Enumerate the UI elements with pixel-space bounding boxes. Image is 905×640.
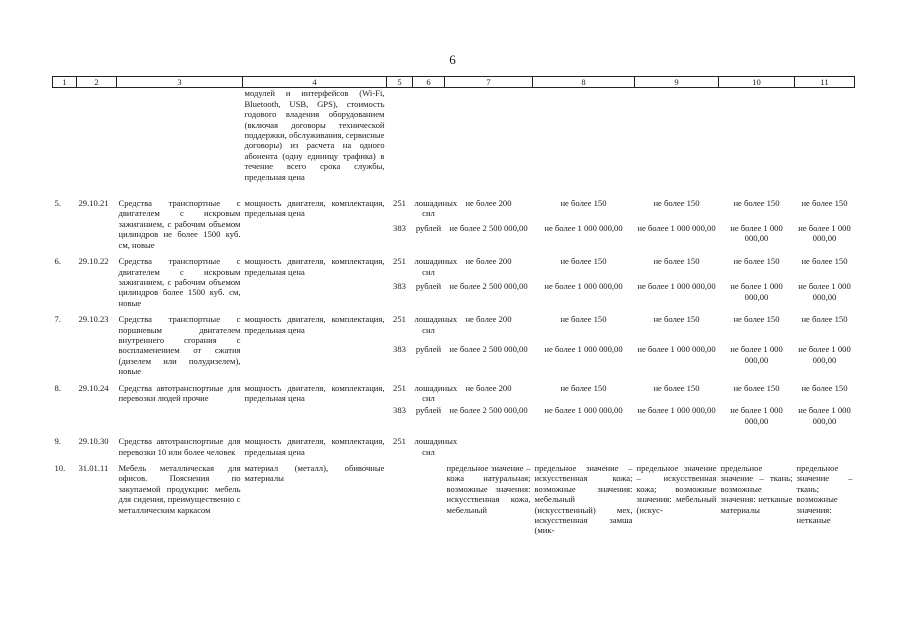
okei-code: 383 — [393, 223, 406, 234]
value-col-11: не более 1 000 000,00 — [798, 223, 851, 244]
okpd-code: 29.10.22 — [78, 256, 109, 267]
okpd-code: 29.10.21 — [78, 198, 109, 209]
table-row — [53, 430, 855, 457]
table-row — [53, 377, 855, 404]
okpd-code: 29.10.30 — [78, 436, 109, 447]
row-number: 6. — [54, 256, 61, 267]
value-col-10: не более 1 000 000,00 — [730, 405, 783, 426]
column-number-row — [53, 77, 855, 88]
col-header-11: 11 — [795, 77, 855, 88]
okei-code: 383 — [393, 405, 406, 416]
value-col-7: не более 200 — [465, 256, 512, 267]
value-col-8: не более 150 — [560, 198, 607, 209]
value-col-11: не более 150 — [801, 314, 848, 325]
value-col-11: не более 150 — [801, 256, 848, 267]
value-col-10: не более 1 000 000,00 — [730, 223, 783, 244]
row-number: 5. — [54, 198, 61, 209]
product-name: Мебель металлическая для офисов. Пояснения по закупаемой продукции: мебель для сидения, преимущественно с металлическим каркасом — [118, 463, 241, 515]
unit-name: рублей — [415, 281, 442, 292]
unit-name — [413, 457, 445, 536]
page-number: 6 — [449, 52, 456, 67]
okpd-code: 29.10.24 — [78, 382, 109, 393]
col-header-1: 1 — [53, 77, 77, 88]
col-header-4: 4 — [243, 77, 387, 88]
characteristics: мощность двигателя, комплектация, предельная цена — [244, 314, 385, 335]
value-col-7: не более 200 — [465, 198, 512, 209]
unit-name: лошадиных сил — [414, 436, 458, 457]
unit-name: лошадиных сил — [414, 256, 458, 277]
okei-code: 251 — [393, 382, 406, 393]
characteristics: мощность двигателя, комплектация, предельная цена — [244, 436, 385, 457]
table-row — [53, 308, 855, 342]
table-row — [53, 250, 855, 279]
value-col-9: не более 150 — [653, 256, 700, 267]
value-col-10: не более 1 000 000,00 — [730, 281, 783, 302]
col-header-3: 3 — [117, 77, 243, 88]
value-col-8: не более 150 — [560, 256, 607, 267]
unit-name: рублей — [415, 405, 442, 416]
value-col-7: не более 200 — [465, 382, 512, 393]
table-row-continuation — [53, 88, 855, 192]
value-col-9 — [635, 430, 719, 457]
okei-code: 251 — [393, 314, 406, 325]
value-col-11 — [795, 430, 855, 457]
unit-name: рублей — [415, 223, 442, 234]
value-col-8: не более 1 000 000,00 — [544, 405, 623, 416]
characteristics: материал (металл), обивочные материалы — [244, 463, 385, 484]
value-col-11: не более 150 — [801, 382, 848, 393]
okpd-code: 31.01.11 — [78, 463, 109, 473]
table-row — [53, 192, 855, 221]
okei-code: 383 — [393, 344, 406, 355]
value-col-9: не более 1 000 000,00 — [637, 344, 716, 355]
col-header-7: 7 — [445, 77, 533, 88]
unit-name: рублей — [415, 344, 442, 355]
characteristics: мощность двигателя, комплектация, предельная цена — [244, 382, 385, 403]
col-header-9: 9 — [635, 77, 719, 88]
product-name: Средства автотранспортные для перевозки людей прочие — [118, 382, 241, 403]
row-number: 10. — [54, 463, 66, 473]
value-col-8: не более 1 000 000,00 — [544, 344, 623, 355]
value-col-7: предельное значение – кожа натуральная; возможные значения: искусственная кожа, мебельный — [446, 463, 531, 515]
value-col-9: не более 1 000 000,00 — [637, 223, 716, 234]
continuation-text: модулей и интерфейсов (Wi-Fi, Bluetooth, USB, GPS), стоимость годового владения оборудованием (включая договоры технической поддержки, обслуживания, сервисные договоры) из расчета на одного абонента (одну единицу трафика) в течение всего срока службы, предельная цена — [244, 88, 385, 182]
characteristics: мощность двигателя, комплектация, предельная цена — [244, 256, 385, 277]
value-col-9: предельное значение – искусственная кожа; возможные значения: мебельный (искус- — [636, 463, 717, 515]
unit-name: лошадиных сил — [414, 382, 458, 403]
table-row — [53, 457, 855, 536]
value-col-9: не более 150 — [653, 314, 700, 325]
value-col-7: не более 200 — [465, 314, 512, 325]
value-col-10: предельное значение – ткань; возможные значения: нетканые материалы — [720, 463, 793, 515]
unit-name: лошадиных сил — [414, 198, 458, 219]
col-header-5: 5 — [387, 77, 413, 88]
value-col-9: не более 150 — [653, 198, 700, 209]
value-col-8 — [533, 430, 635, 457]
value-col-11: не более 150 — [801, 198, 848, 209]
col-header-2: 2 — [77, 77, 117, 88]
value-col-9: не более 1 000 000,00 — [637, 281, 716, 292]
row-number: 7. — [54, 314, 61, 325]
value-col-7: не более 2 500 000,00 — [449, 281, 528, 292]
requirements-table — [52, 76, 855, 536]
product-name: Средства транспортные с поршневым двигателем внутреннего сгорания с воспламенением от сжатия (дизелем или полудизелем), новые — [118, 314, 241, 377]
value-col-8: не более 150 — [560, 382, 607, 393]
value-col-11: не более 1 000 000,00 — [798, 281, 851, 302]
okei-code: 251 — [393, 436, 406, 447]
value-col-7 — [445, 430, 533, 457]
value-col-9: не более 150 — [653, 382, 700, 393]
value-col-10: не более 150 — [733, 198, 780, 209]
value-col-7: не более 2 500 000,00 — [449, 344, 528, 355]
value-col-10: не более 150 — [733, 314, 780, 325]
col-header-6: 6 — [413, 77, 445, 88]
value-col-8: не более 150 — [560, 314, 607, 325]
value-col-7: не более 2 500 000,00 — [449, 223, 528, 234]
okei-code: 251 — [393, 198, 406, 209]
row-number: 9. — [54, 436, 61, 447]
product-name: Средства транспортные с двигателем с искровым зажиганием, с рабочим объемом цилиндров не более 1500 куб. см, новые — [118, 198, 241, 250]
row-number: 8. — [54, 382, 61, 393]
value-col-10: не более 150 — [733, 256, 780, 267]
value-col-11: не более 1 000 000,00 — [798, 405, 851, 426]
okpd-code: 29.10.23 — [78, 314, 109, 325]
col-header-10: 10 — [719, 77, 795, 88]
value-col-8: не более 1 000 000,00 — [544, 223, 623, 234]
product-name: Средства автотранспортные для перевозки 10 или более человек — [118, 436, 241, 457]
unit-name: лошадиных сил — [414, 314, 458, 335]
characteristics: мощность двигателя, комплектация, предельная цена — [244, 198, 385, 219]
col-header-8: 8 — [533, 77, 635, 88]
value-col-8: не более 1 000 000,00 — [544, 281, 623, 292]
product-name: Средства транспортные с двигателем с искровым зажиганием, с рабочим объемом цилиндров более 1500 куб. см, новые — [118, 256, 241, 308]
value-col-11: предельное значение – ткань; возможные значения: нетканые — [796, 463, 853, 526]
okei-code: 383 — [393, 281, 406, 292]
okei-code — [387, 457, 413, 536]
value-col-11: не более 1 000 000,00 — [798, 344, 851, 365]
okei-code: 251 — [393, 256, 406, 267]
value-col-7: не более 2 500 000,00 — [449, 405, 528, 416]
value-col-8: предельное значение – искусственная кожа; возможные значения: мебельный (искусственный) мех, искусственная замша (мик- — [534, 463, 633, 536]
value-col-9: не более 1 000 000,00 — [637, 405, 716, 416]
value-col-10 — [719, 430, 795, 457]
value-col-10: не более 150 — [733, 382, 780, 393]
value-col-10: не более 1 000 000,00 — [730, 344, 783, 365]
